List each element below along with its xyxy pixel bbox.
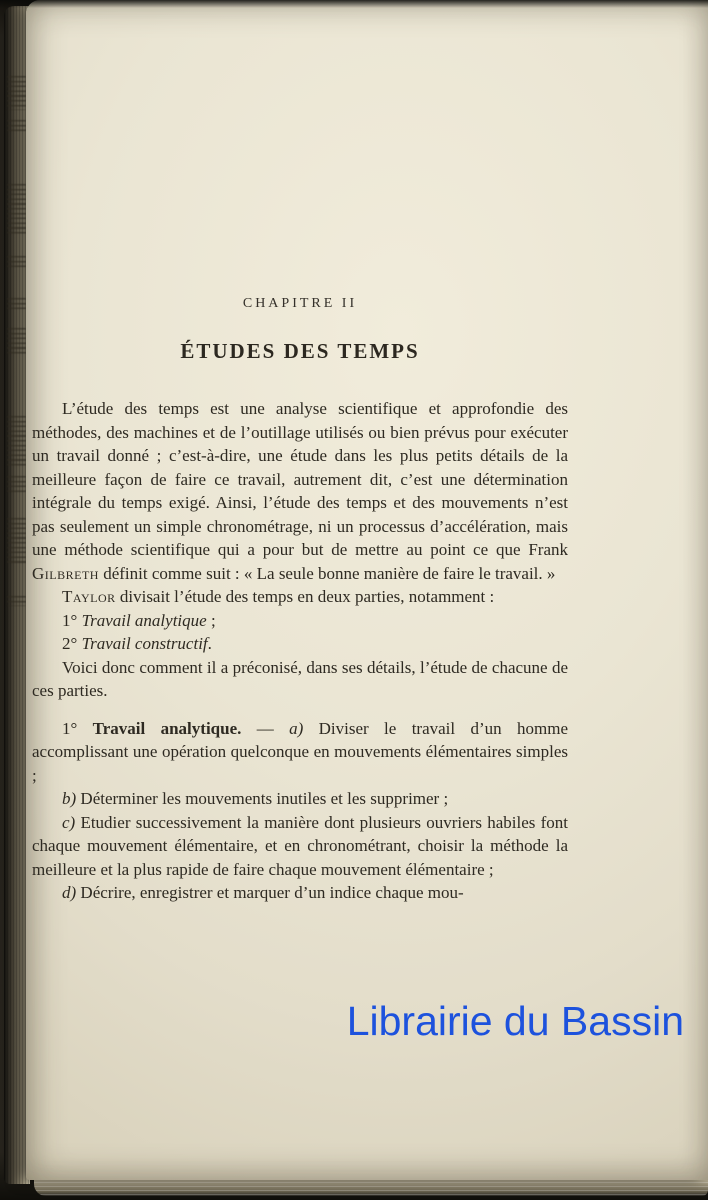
item-c (32, 811, 568, 882)
item-marker-d: d) (62, 883, 77, 902)
paragraph-text: Diviser le travail d’un homme accomplissant une opération quelconque en mouvements élémentaires simples ; (32, 718, 568, 785)
page-edge-ghost-text (7, 76, 26, 110)
page-edge-ghost-text (7, 184, 26, 234)
section-number: 1° (62, 718, 93, 738)
page-edge-ghost-text (7, 328, 26, 356)
paragraph-text: L’étude des temps est une analyse scientifique et approfondie des méthodes, des machines et de l’outillage utilisés ou bien prévus pour exécuter un travail donné ; c’est-à-dire, une étude dans les plus petits détails de la meilleure façon de faire ce travail, autrement dit, c’est une détermination intégrale du temps exigé. Ainsi, l’étude des temps et des mouvements n’est pas seulement un simple chronométrage, ni un processus d’accélération, mais une méthode scientifique qui a pour but de mettre au point ce que Frank (32, 399, 568, 559)
paragraph-text: Déterminer les mouvements inutiles et les supprimer ; (76, 789, 449, 808)
page-edge-ghost-text (7, 476, 26, 492)
paragraph-text: définit comme suit : « La seule bonne manière de faire le travail. » (98, 563, 556, 583)
paragraph-text: Etudier successivement la manière dont plusieurs ouvriers habiles font chaque mouvement élémentaire, et en chronométrant, choisir la méthode la meilleure et la plus rapide de faire chaque mouvement élémentaire ; (32, 812, 568, 879)
page-edge-ghost-text (7, 416, 26, 466)
paragraph-text: divisait l’étude des temps en deux parties, notamment : (115, 587, 495, 606)
list-item-1 (32, 609, 568, 633)
person-name-taylor: Taylor (62, 587, 116, 606)
chapter-label: CHAPITRE II (242, 296, 358, 311)
librairie-watermark: Librairie du Bassin (346, 998, 684, 1044)
list-punctuation: ; (206, 610, 216, 630)
paragraph-voici: Voici donc comment il a préconisé, dans ses détails, l’étude de chacune de ces parties. (32, 657, 568, 700)
page-text-block (32, 292, 568, 905)
section-heading: Travail analytique. (92, 718, 242, 738)
item-marker-a: a) (289, 718, 304, 738)
list-number: 1° (62, 610, 82, 630)
paragraph-definition (32, 397, 568, 585)
list-label: Travail analytique (81, 610, 207, 630)
photo-top-shadow (0, 0, 708, 8)
page-edge-ghost-text (7, 596, 26, 606)
item-marker-c: c) (62, 812, 76, 832)
page-edge-ghost-text (7, 518, 26, 564)
paragraph-text: Décrire, enregistrer et marquer d’un indice chaque mou- (76, 883, 464, 902)
item-b (32, 787, 568, 811)
section-travail-analytique (32, 717, 568, 788)
chapter-title: ÉTUDES DES TEMPS (180, 338, 420, 363)
list-label: Travail constructif (81, 634, 208, 653)
person-name-gilbreth: Gilbreth (32, 563, 99, 583)
page-edge-ghost-text (7, 256, 26, 268)
item-marker-b: b) (62, 789, 77, 808)
item-d (32, 881, 568, 905)
list-item-2 (32, 632, 568, 656)
section-dash: — (241, 718, 290, 738)
list-number: 2° (62, 634, 82, 653)
page-edge-ghost-text (7, 298, 26, 310)
list-punctuation: . (207, 634, 212, 653)
paragraph-taylor (32, 585, 568, 609)
page-edge-ghost-text (7, 120, 26, 132)
